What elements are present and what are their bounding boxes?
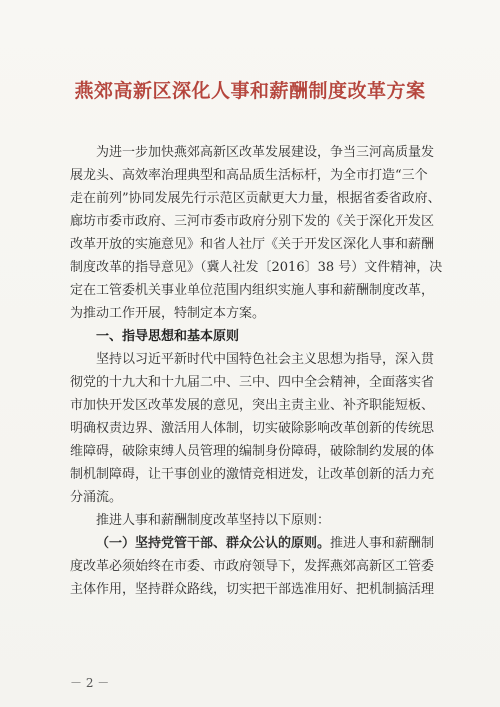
paragraph-line: 制度改革的指导意见》（冀人社发〔2016〕38 号）文件精神，决 xyxy=(70,260,443,275)
paragraph-line: 市加快开发区改革发展的意见，突出主责主业、补齐职能短板、 xyxy=(70,398,435,413)
paragraph-line: 廊坊市委市政府、三河市委市政府分别下发的《关于深化开发区 xyxy=(70,214,435,229)
paragraph-line: 彻党的十九大和十九届二中、三中、四中全会精神，全面落实省 xyxy=(70,375,435,390)
paragraph-line: 度改革必须始终在市委、市政府领导下，发挥燕郊高新区工管委 xyxy=(70,559,435,574)
principle-line xyxy=(96,536,434,552)
principle-heading: （一）坚持党管干部、群众公认的原则。 xyxy=(96,536,331,551)
paragraph-line: 为进一步加快燕郊高新区改革发展建设，争当三河高质量发 xyxy=(96,145,435,160)
document-title: 燕郊高新区深化人事和薪酬制度改革方案 xyxy=(74,80,426,102)
paragraph-line: 走在前列”协同发展先行示范区贡献更大力量，根据省委省政府、 xyxy=(70,191,441,206)
paragraph-line: 推进人事和薪酬制度改革坚持以下原则： xyxy=(96,513,331,528)
principle-text: 推进人事和薪酬制 xyxy=(330,536,435,551)
section-heading: 一、指导思想和基本原则 xyxy=(96,329,240,344)
paragraph-line: 定在工管委机关事业单位范围内组织实施人事和薪酬制度改革， xyxy=(70,283,435,298)
paragraph-line: 主体作用，坚持群众路线，切实把干部选准用好、把机制搞活理 xyxy=(70,582,435,597)
page-number: － 2 － xyxy=(70,676,110,690)
paragraph-line: 制机制障碍，让干事创业的激情竞相迸发，让改革创新的活力充 xyxy=(70,467,435,482)
paragraph-line: 坚持以习近平新时代中国特色社会主义思想为指导，深入贯 xyxy=(96,352,435,367)
paragraph-line: 改革开放的实施意见》和省人社厅《关于开发区深化人事和薪酬 xyxy=(70,237,435,252)
paragraph-line: 为推动工作开展，特制定本方案。 xyxy=(70,306,266,321)
paragraph-line: 明确权责边界、激活用人体制，切实破除影响改革创新的传统思 xyxy=(70,421,435,436)
paragraph-line: 分涌流。 xyxy=(70,490,123,505)
paragraph-line: 维障碍，破除束缚人员管理的编制身份障碍，破除制约发展的体 xyxy=(70,444,435,459)
paragraph-line: 展龙头、高效率治理典型和高品质生活标杆，为全市打造“三个 xyxy=(70,168,428,183)
